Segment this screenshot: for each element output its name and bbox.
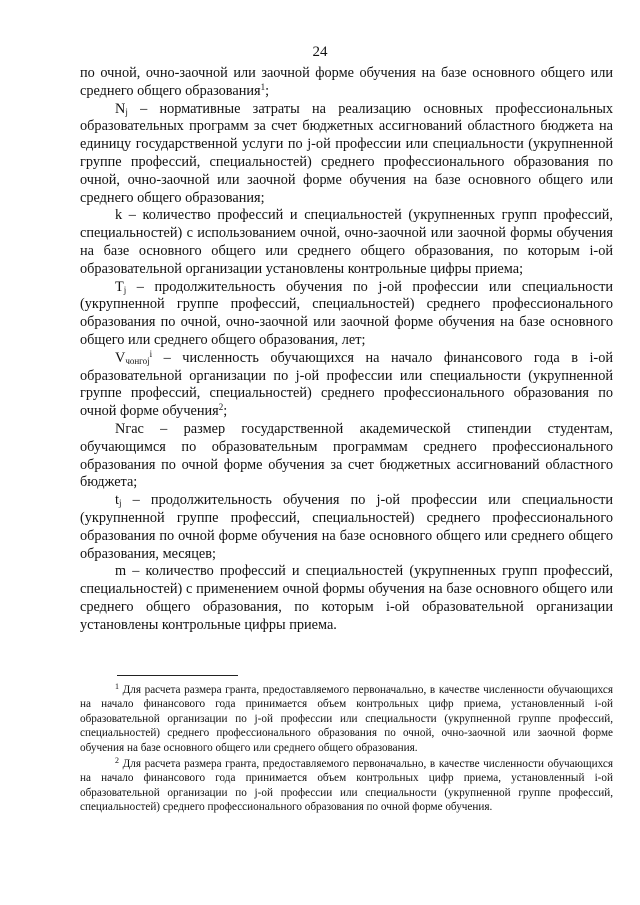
footnote-text: Для расчета размера гранта, предоставляемого первоначально, в качестве численности обучающихся на начало финансового года принимается объем контрольных цифр приема, установленный i-ой образовательной организации по j-ой профессии или специальности (укрупненной группе профессий, специальностей) среднего профессионального образования по очной форме обучения.	[80, 758, 613, 814]
paragraph-text: по очной, очно-заочной или заочной форме обучения на базе основного общего или среднего общего образования	[80, 65, 613, 99]
symbol: N	[115, 100, 126, 117]
footnote-2	[80, 757, 613, 815]
footnote-ref-1[interactable]: 1	[260, 81, 266, 92]
definition-nj	[80, 101, 613, 208]
symbol: t	[115, 492, 119, 509]
definition-text: – нормативные затраты на реализацию основных профессиональных образовательных программ за счет бюджетных ассигнований областного бюджета на единицу государственной услуги по j-ой профессии или специальности (укрупненной группе профессий, специальностей) среднего профессионального образования по очной, очно-заочной или заочной форме обучения на базе основного общего или среднего общего образования;	[80, 100, 613, 206]
body-text	[80, 65, 613, 635]
footnote-text: Для расчета размера гранта, предоставляемого первоначально, в качестве численности обучающихся на начало финансового года принимается объем контрольных цифр приема, установленный i-ой образовательной организации по j-ой профессии или специальности (укрупненной группе профессий, специальностей) среднего профессионального образования по очной, очно-заочной или заочной форме обучения на базе основного общего или среднего общего образования.	[80, 684, 613, 754]
definition-text: Nгас – размер государственной академической стипендии студентам, обучающимся по образовательным программам среднего профессионального образования по очной форме обучения за счет бюджетных ассигнований областного бюджета;	[80, 420, 613, 491]
symbol-subscript: j	[118, 498, 122, 509]
definition-text: k – количество профессий и специальностей (укрупненных групп профессий, специальностей) с использованием очной, очно-заочной или заочной формы обучения на базе основного общего или среднего общего образования, по которым i-ой образовательной организации установлены контрольные цифры приема;	[80, 207, 613, 277]
symbol: V	[115, 349, 126, 366]
symbol: T	[115, 278, 124, 295]
footnote-separator	[117, 675, 238, 676]
symbol-superscript: i	[149, 348, 153, 359]
footnote-mark: 2	[115, 756, 119, 766]
definition-tj	[80, 279, 613, 350]
paragraph-tail: ;	[223, 403, 228, 420]
definition-text: – численность обучающихся на начало финансового года в i-ой образовательной организации по j-ой профессии или специальности (укрупненной группе профессий, специальностей) среднего профессионального образования по очной форме обучения	[80, 349, 613, 420]
definition-text: – продолжительность обучения по j-ой профессии или специальности (укрупненной группе профессий, специальностей) среднего профессионального образования по очной форме обучения на базе основного общего или среднего общего образования, месяцев;	[80, 492, 613, 562]
symbol-subscript: j	[123, 284, 127, 295]
page-number: 24	[312, 44, 328, 60]
symbol-subscript: чонгоj	[125, 355, 150, 366]
definition-v	[80, 350, 613, 421]
footnotes	[80, 683, 613, 815]
footnote-mark: 1	[115, 682, 119, 691]
symbol-subscript: j	[125, 106, 128, 117]
footnote-ref-2[interactable]: 2	[218, 402, 224, 413]
definition-m	[80, 563, 613, 634]
definition-text: m – количество профессий и специальностей (укрупненных групп профессий, специальностей) с применением очной формы обучения на базе основного общего или среднего общего образования, по которым i-ой образовательной организации установлены контрольные цифры приема.	[80, 563, 613, 633]
definition-tj-months	[80, 492, 613, 563]
footnote-1	[80, 683, 613, 755]
definition-k	[80, 207, 613, 278]
paragraph-tail: ;	[265, 82, 270, 99]
paragraph-continuation	[80, 65, 613, 101]
definition-ngas	[80, 421, 613, 492]
definition-text: – продолжительность обучения по j-ой профессии или специальности (укрупненной группе профессий, специальностей) среднего профессионального образования по очной, очно-заочной или заочной форме обучения на базе основного общего или среднего общего образования, лет;	[80, 278, 613, 348]
